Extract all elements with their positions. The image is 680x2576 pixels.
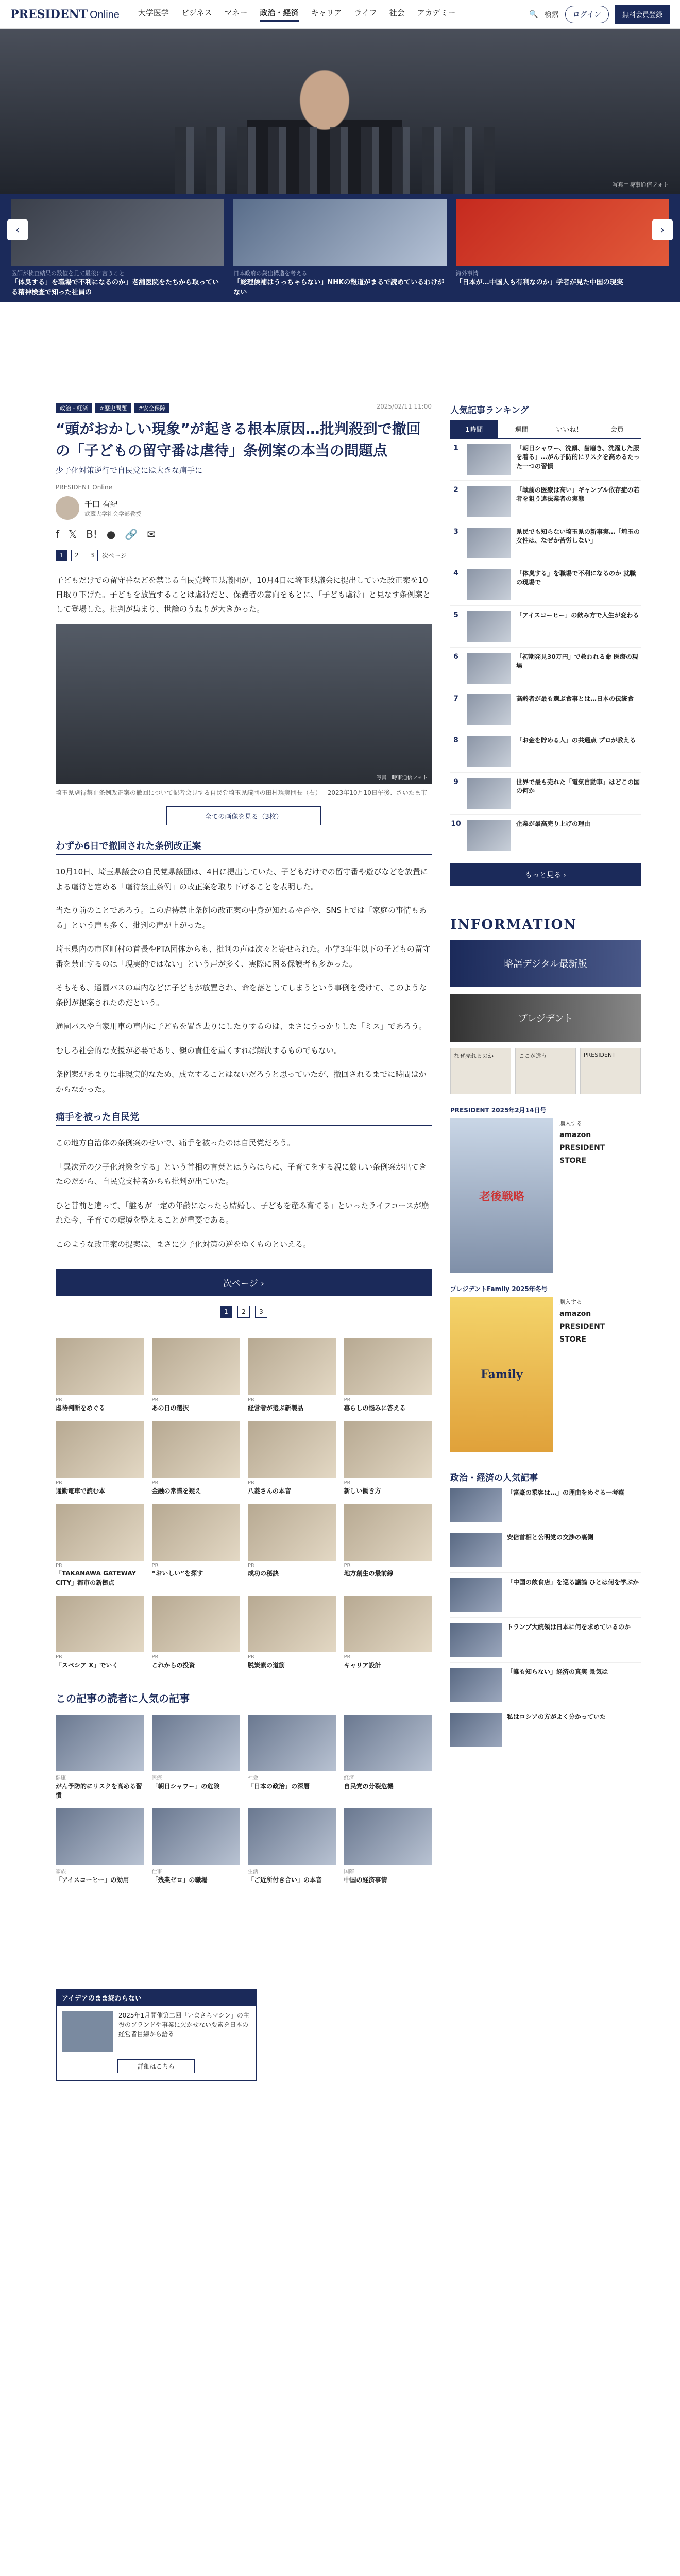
sidebar-related-item[interactable]: [450, 1707, 641, 1752]
rank-title: 「アイスコーヒー」の飲み方で人生が変わる: [516, 612, 639, 619]
rank-number: 10: [451, 820, 461, 828]
sidebar-related-item[interactable]: [450, 1663, 641, 1707]
carousel-title: 「日本が…中国人も有利なのか」学者が見た中国の現実: [455, 279, 623, 286]
promo-title: 「TAKANAWA GATEWAY CITY」都市の新拠点: [56, 1570, 137, 1586]
information-title: INFORMATION: [450, 917, 577, 933]
promo-image: [248, 1338, 336, 1395]
sidebar-related-item[interactable]: [450, 1618, 641, 1663]
hero-caption: 写真＝時事通信フォト: [612, 181, 669, 188]
promo-title: 「スペシア X」でいく: [56, 1662, 118, 1669]
page-number[interactable]: 2: [71, 550, 82, 561]
rank-number: 7: [453, 694, 458, 703]
related-image: [248, 1715, 336, 1771]
promo-title: 金融の常識を疑え: [151, 1487, 201, 1495]
sidebar-related-item[interactable]: [450, 1528, 641, 1573]
article-source: PRESIDENT Online: [56, 484, 112, 491]
sidebar-related-title: 政治・経済の人気記事: [450, 1473, 538, 1483]
ranking-list: [450, 439, 641, 856]
related-card[interactable]: [248, 1808, 336, 1885]
all-photos-button[interactable]: 全ての画像を見る（3枚）: [166, 806, 321, 825]
promo-label: PR: [248, 1480, 254, 1486]
promo-title: 八菱さんの本音: [248, 1487, 292, 1495]
rank-title: 「朝日シャワー、洗顔、歯磨き、洗濯した服を着る」…がん予防的にリスクを高めるたった一つの習慣: [516, 445, 640, 470]
pagination-page[interactable]: 1: [220, 1306, 232, 1318]
carousel-card[interactable]: [456, 199, 669, 297]
sidebar-related-image: [450, 1488, 502, 1522]
purchase-links: [559, 1297, 626, 1452]
info-mini-banners: [450, 1048, 641, 1094]
search-icon[interactable]: 🔍: [529, 10, 538, 19]
related-title: 「残業ゼロ」の職場: [151, 1876, 208, 1884]
related-heading: この記事の読者に人気の記事: [56, 1692, 190, 1705]
carousel-next-button[interactable]: ›: [652, 219, 673, 240]
rank-thumbnail: [467, 528, 511, 558]
article-paragraph: そもそも、通園バスの車内などに子どもが放置され、命を落としてしまうという事例を受けて、このような条例が提案されたのだという。: [56, 983, 427, 1007]
ranking-item[interactable]: [450, 689, 641, 731]
next-page-label[interactable]: 次ページ: [102, 552, 127, 560]
sidebar-related-image: [450, 1668, 502, 1702]
sidebar-related-image: [450, 1713, 502, 1747]
promo-card[interactable]: [152, 1504, 240, 1587]
promo-title: “おいしい”を探す: [151, 1570, 203, 1578]
sidebar: [450, 403, 641, 1885]
promo-label: PR: [248, 1654, 254, 1660]
carousel-card[interactable]: [11, 199, 224, 297]
promo-card[interactable]: [248, 1338, 336, 1413]
login-button[interactable]: ログイン: [565, 6, 609, 23]
ranking-item[interactable]: [450, 731, 641, 773]
ranking-item[interactable]: [450, 439, 641, 481]
rank-thumbnail: [467, 569, 511, 600]
sidebar-related-item[interactable]: [450, 1573, 641, 1618]
promo-label: PR: [151, 1397, 159, 1403]
promo-card[interactable]: [56, 1421, 144, 1496]
rank-number: 6: [453, 653, 458, 661]
promo-label: PR: [151, 1563, 159, 1569]
related-card[interactable]: [344, 1808, 432, 1885]
rank-thumbnail: [467, 694, 511, 725]
carousel-category: 医師が検査結果の数値を見て最後に言うこと: [11, 270, 125, 277]
related-image: [344, 1715, 432, 1771]
ranking-item[interactable]: [450, 564, 641, 606]
magazine-block: [450, 1284, 641, 1452]
section-heading: わずか6日で撤回された条例改正案: [56, 839, 432, 855]
sidebar-related-text: 安倍首相と公明党の交渉の裏側: [507, 1534, 594, 1541]
rank-title: 「体臭する」を職場で不利になるのか 就職の現場で: [516, 570, 636, 586]
article-tags: [56, 403, 432, 413]
ranking-item[interactable]: [450, 606, 641, 648]
promo-image: [248, 1596, 336, 1652]
promo-label: PR: [56, 1397, 62, 1403]
promo-card[interactable]: [56, 1504, 144, 1587]
magazine-block: [450, 1106, 641, 1273]
article-subtitle: 少子化対策逆行で自民党には大きな痛手に: [56, 466, 203, 475]
article-paragraph: 10月10日、埼玉県議会の自民党県議団は、4日に提出していた、子どもだけでの留守番や遊びなどを放置による虐待と定める「虐待禁止条例」の改正案を取り下げることを表明した。: [56, 867, 428, 891]
ranking-tab[interactable]: 1時間: [450, 420, 498, 438]
mail-icon[interactable]: ✉: [147, 528, 156, 540]
photo-description: 埼玉県虐待禁止条例改正案の撤回について記者会見する自民党埼玉県議団の田村琢実団長（右）＝2023年10月10日午後、さいたま市: [56, 789, 427, 797]
sidebar-related: [450, 1470, 641, 1752]
promo-card[interactable]: [248, 1421, 336, 1496]
store-link[interactable]: PRESIDENT STORE: [559, 1322, 605, 1344]
promo-title: 通勤電車で読む本: [56, 1487, 106, 1495]
promo-label: PR: [151, 1480, 159, 1486]
promo-image: [344, 1338, 432, 1395]
ranking-title: 人気記事ランキング: [450, 405, 529, 416]
nav-item[interactable]: キャリア: [311, 8, 342, 18]
related-title: 「ご近所付き合い」の本音: [248, 1876, 322, 1884]
promo-image: [344, 1504, 432, 1561]
promo-title: あの日の選択: [151, 1404, 189, 1412]
related-card[interactable]: [152, 1808, 240, 1885]
promo-card[interactable]: [344, 1596, 432, 1670]
promo-card[interactable]: [344, 1504, 432, 1587]
register-button[interactable]: 無料会員登録: [615, 5, 670, 24]
site-logo[interactable]: PRESIDENT Online: [10, 7, 120, 21]
promo-label: PR: [56, 1654, 62, 1660]
line-icon[interactable]: ●: [106, 528, 116, 540]
sidebar-related-text: 私はロシアの方がよく分かっていた: [507, 1713, 606, 1720]
carousel-title: 「体臭する」を職場で不利になるのか」老舗医院をたちから取っている精神検査で知った社員の: [11, 279, 219, 296]
related-card[interactable]: [344, 1715, 432, 1800]
sidebar-related-text: トランプ大統領は日本に何を求めているのか: [507, 1623, 631, 1631]
author-block[interactable]: [56, 496, 432, 520]
article-lead: 子どもだけでの留守番などを禁じる自民党埼玉県議団が、10月4日に埼玉県議会に提出していた改正案を10日取り下げた。子どもを放置することは虐待だと、保護者の意向をもとに、「子ども虐待」と見なす条例案として登場した。批判が集まり、世論のうねりが大きかった。: [56, 575, 431, 614]
promo-image: [152, 1421, 240, 1478]
promo-image: [152, 1504, 240, 1561]
rank-title: 「お金を貯める人」の共通点 プロが教える: [516, 737, 636, 744]
promo-card[interactable]: [56, 1338, 144, 1413]
hero-image[interactable]: [0, 29, 680, 194]
link-icon[interactable]: 🔗: [125, 528, 138, 540]
sidebar-related-text: 「誰も知らない」経済の真実 景気は: [507, 1668, 608, 1675]
amazon-link[interactable]: amazon: [559, 1130, 591, 1139]
mini-banner[interactable]: ここが違う: [515, 1048, 576, 1094]
promo-title: 地方創生の最前線: [344, 1570, 394, 1578]
promo-title: 脱炭素の道筋: [248, 1662, 285, 1669]
related-card[interactable]: [248, 1715, 336, 1800]
promo-title: 暮らしの悩みに答える: [344, 1404, 406, 1412]
promo-label: PR: [344, 1654, 351, 1660]
carousel-image: [233, 199, 446, 266]
magazine-cover[interactable]: 老後戦略: [450, 1118, 553, 1273]
promo-title: 新しい働き方: [344, 1487, 381, 1495]
popup-button[interactable]: 詳細はこちら: [117, 2059, 195, 2073]
rank-number: 2: [453, 486, 458, 494]
related-category: 仕事: [151, 1869, 162, 1875]
rank-number: 3: [453, 528, 458, 536]
related-image: [152, 1808, 240, 1865]
mini-banner[interactable]: なぜ売れるのか: [450, 1048, 511, 1094]
tag[interactable]: #安全保障: [134, 403, 169, 413]
mini-banner[interactable]: PRESIDENT: [580, 1048, 641, 1094]
promo-label: PR: [56, 1563, 62, 1569]
x-icon[interactable]: 𝕏: [69, 528, 77, 540]
author-avatar: [56, 496, 79, 520]
carousel-category: 日本政府の歳出構造を考える: [233, 270, 308, 277]
related-title: 「日本の政治」の深層: [248, 1783, 310, 1790]
promo-image: [56, 1596, 144, 1652]
rank-title: 世界で最も売れた「電気自動車」はどこの国の何か: [516, 778, 640, 795]
promo-label: PR: [56, 1480, 62, 1486]
promo-title: 経営者が選ぶ新製品: [248, 1404, 304, 1412]
rank-thumbnail: [467, 736, 511, 767]
rank-title: 「初期発見30万円」で救われる命 医療の現場: [516, 653, 638, 670]
promo-image: [152, 1338, 240, 1395]
rank-number: 5: [453, 611, 458, 619]
nav-item[interactable]: ライフ: [354, 8, 377, 18]
article-date: 2025/02/11 11:00: [376, 403, 432, 410]
sidebar-related-image: [450, 1623, 502, 1657]
rank-thumbnail: [467, 778, 511, 809]
ranking-tabs: [450, 420, 641, 439]
article-paragraph: 「異次元の少子化対策をする」という首相の言葉とはうらはらに、子育てをする親に厳しい条例案が出てきたのだから、自民党支持者からも批判が出ていた。: [56, 1162, 427, 1187]
magazine-label: プレジデントFamily 2025年冬号: [450, 1285, 548, 1293]
article-paragraph: 当たり前のことであろう。この虐待禁止条例の改正案の中身が知れるや否や、SNS上では「家庭の事情もある」という声も多く、批判の声が上がった。: [56, 906, 427, 930]
promo-label: PR: [344, 1397, 351, 1403]
main-nav: [138, 7, 456, 22]
nav-item[interactable]: 社会: [389, 8, 405, 18]
promo-image: [248, 1421, 336, 1478]
rank-number: 4: [453, 569, 458, 578]
carousel: [0, 194, 680, 302]
ranking-widget: [450, 403, 641, 886]
ranking-tab[interactable]: 会員: [610, 426, 624, 434]
page-number[interactable]: 1: [56, 550, 67, 561]
carousel-title: 「総理候補はうっちゃらない」NHKの報道がまるで読めているわけがない: [233, 279, 445, 296]
pagination-page[interactable]: 3: [255, 1306, 267, 1318]
rank-number: 9: [453, 778, 458, 786]
share-bar: [56, 528, 432, 540]
nav-item[interactable]: アカデミー: [417, 8, 456, 18]
promo-title: これからの投資: [151, 1662, 195, 1669]
popup-title: アイデアのまま終わらない: [57, 1990, 256, 2006]
ranking-tab[interactable]: いいね！: [556, 426, 583, 434]
related-card[interactable]: [152, 1715, 240, 1800]
tag[interactable]: 政治・経済: [56, 403, 92, 413]
search-label[interactable]: 検索: [544, 10, 559, 19]
related-title: 自民党の分裂危機: [344, 1783, 394, 1790]
sidebar-related-text: 「中国の飲食店」を巡る議論 ひとは何を学ぶか: [507, 1579, 639, 1586]
promo-image: [56, 1504, 144, 1561]
carousel-image: [11, 199, 224, 266]
article-paragraph: このような改正案の提案は、まさに少子化対策の逆をゆくものといえる。: [56, 1239, 311, 1249]
rank-thumbnail: [467, 653, 511, 684]
popup-image: [62, 2011, 113, 2052]
promo-image: [56, 1421, 144, 1478]
carousel-card[interactable]: [233, 199, 446, 297]
promo-card[interactable]: [152, 1338, 240, 1413]
rank-title: 企業が最高売り上げの理由: [516, 820, 591, 827]
page-number[interactable]: 3: [87, 550, 98, 561]
related-title: がん予防的にリスクを高める習慣: [56, 1783, 142, 1799]
article-paragraph: この地方自治体の条例案のせいで、痛手を被ったのは自民党だろう。: [56, 1138, 295, 1148]
purchase-links: [559, 1118, 626, 1273]
section-heading: 痛手を被った自民党: [56, 1110, 432, 1126]
pagination-page[interactable]: 2: [237, 1306, 250, 1318]
related-title: 中国の経済事情: [344, 1876, 387, 1884]
related-category: 健康: [56, 1775, 66, 1782]
nav-item-active[interactable]: 政治・経済: [260, 7, 299, 22]
promo-image: [56, 1338, 144, 1395]
sidebar-related-text: 「富豪の乗客は…」の理由をめぐる一考察: [507, 1489, 625, 1496]
page-indicator: [56, 550, 432, 561]
more-ranking-button[interactable]: もっと見る ›: [450, 863, 641, 886]
promo-image: [152, 1596, 240, 1652]
ranking-item[interactable]: [450, 815, 641, 856]
promo-card[interactable]: [152, 1596, 240, 1670]
promo-card[interactable]: [344, 1338, 432, 1413]
promo-title: 成功の秘訣: [248, 1570, 279, 1578]
author-role: 武蔵大学社会学部教授: [84, 510, 141, 517]
article-paragraph: ひと昔前と違って、「誰もが一定の年齢になったら結婚し、子どもを産み育てる」といったライフコースが崩れた今、子育ての環境を整えることが重要である。: [56, 1200, 429, 1225]
carousel-image: [456, 199, 669, 266]
magazine-label: PRESIDENT 2025年2月14日号: [450, 1107, 547, 1114]
related-image: [56, 1808, 144, 1865]
promo-card[interactable]: [56, 1596, 144, 1670]
promo-image: [344, 1596, 432, 1652]
magazine-cover[interactable]: Family: [450, 1297, 553, 1452]
photo-credit: 写真＝時事通信フォト: [376, 775, 428, 782]
information-section: [450, 917, 641, 1094]
rank-number: 8: [453, 736, 458, 744]
article-paragraph: 埼玉県内の市区町村の首長やPTA団体からも、批判の声は次々と寄せられた。小学3年生以下の子どもの留守番を禁止するのは「現実的ではない」という声が多く、実際に困る保護者も多かった。: [56, 944, 430, 969]
related-category: 社会: [248, 1775, 258, 1782]
promo-card[interactable]: [248, 1504, 336, 1587]
info-banner[interactable]: プレジデント: [450, 994, 641, 1042]
nav-item[interactable]: 大学医学: [138, 8, 169, 18]
ranking-item[interactable]: [450, 522, 641, 564]
ranking-tab[interactable]: 週間: [515, 426, 529, 434]
promo-label: PR: [344, 1480, 351, 1486]
rank-thumbnail: [467, 820, 511, 851]
related-image: [56, 1715, 144, 1771]
related-category: 経済: [344, 1775, 354, 1782]
related-image: [152, 1715, 240, 1771]
promo-grid: [56, 1338, 432, 1670]
carousel-prev-button[interactable]: ‹: [7, 219, 28, 240]
article-photo[interactable]: [56, 624, 432, 784]
related-title: 「アイスコーヒー」の効用: [56, 1876, 129, 1884]
ranking-item[interactable]: [450, 648, 641, 689]
rank-title: 県民でも知らない埼玉県の新事実…「埼玉の女性は、なぜか苦労しない」: [516, 528, 640, 545]
buy-label: 購入する: [559, 1120, 582, 1127]
related-image: [344, 1808, 432, 1865]
promo-card[interactable]: [344, 1421, 432, 1496]
sidebar-related-image: [450, 1578, 502, 1612]
info-banner[interactable]: 略語デジタル最新版: [450, 940, 641, 987]
promo-label: PR: [151, 1654, 159, 1660]
tag[interactable]: #歴史問題: [95, 403, 131, 413]
top-navigation: [0, 0, 680, 29]
promo-image: [248, 1504, 336, 1561]
promo-card[interactable]: [152, 1421, 240, 1496]
rank-thumbnail: [467, 486, 511, 517]
promo-label: PR: [344, 1563, 351, 1569]
ranking-item[interactable]: [450, 773, 641, 815]
article-paragraph: 条例案があまりに非現実的なため、成立することはないだろうと思っていたが、撤回されるまでに時間はかからなかった。: [56, 1070, 427, 1094]
promo-label: PR: [248, 1563, 254, 1569]
rank-title: 高齢者が最も選ぶ食事とは…日本の伝統食: [516, 695, 634, 702]
article-title: “頭がおかしい現象”が起きる根本原因…批判殺到で撤回の「子どもの留守番は虐待」条例案の本当の問題点: [56, 420, 421, 459]
promo-image: [344, 1421, 432, 1478]
next-page-button[interactable]: 次ページ ›: [56, 1269, 432, 1296]
ranking-item[interactable]: [450, 481, 641, 522]
article-paragraph: むしろ社会的な支援が必要であり、親の責任を重くすれば解決するものでもない。: [56, 1045, 342, 1055]
promo-title: 虐待判断をめぐる: [56, 1404, 106, 1412]
popup-text: 2025年1月開催第二回「いまさらマシン」の主役のブランドや事業に欠かせない要素を日本の経営者目線から語る: [118, 2012, 249, 2038]
article-paragraph: 通園バスや自家用車の車内に子どもを置き去りにしたりするのは、まさにうっかりした「ミス」であろう。: [56, 1022, 427, 1031]
popup-ad[interactable]: [56, 1989, 257, 2081]
sidebar-related-image: [450, 1533, 502, 1567]
article-main: [56, 403, 432, 1885]
nav-item[interactable]: マネー: [224, 8, 248, 18]
related-card[interactable]: [56, 1808, 144, 1885]
related-category: 家族: [56, 1869, 66, 1875]
author-name: 千田 有紀: [84, 499, 118, 509]
related-grid: [56, 1715, 432, 1885]
hatena-icon[interactable]: B!: [86, 528, 97, 540]
hero-microphones: [175, 127, 495, 194]
facebook-icon[interactable]: f: [56, 528, 60, 540]
related-category: 国際: [344, 1869, 354, 1875]
nav-item[interactable]: ビジネス: [181, 8, 212, 18]
related-card[interactable]: [56, 1715, 144, 1800]
pagination: [56, 1306, 432, 1318]
amazon-link[interactable]: amazon: [559, 1309, 591, 1318]
rank-title: 「戦前の医療は高い」ギャンブル依存症の若者を狙う違法業者の実態: [516, 486, 640, 503]
rank-thumbnail: [467, 611, 511, 642]
related-category: 医療: [151, 1775, 162, 1782]
related-category: 生活: [248, 1869, 258, 1875]
sidebar-related-list: [450, 1483, 641, 1752]
store-link[interactable]: PRESIDENT STORE: [559, 1143, 605, 1165]
promo-title: キャリア設計: [344, 1662, 381, 1669]
rank-thumbnail: [467, 444, 511, 475]
related-image: [248, 1808, 336, 1865]
sidebar-related-item[interactable]: [450, 1483, 641, 1528]
promo-label: PR: [248, 1397, 254, 1403]
carousel-category: 海外事情: [455, 270, 479, 277]
rank-number: 1: [453, 444, 458, 452]
promo-card[interactable]: [248, 1596, 336, 1670]
buy-label: 購入する: [559, 1299, 582, 1306]
related-title: 「朝日シャワー」の危険: [151, 1783, 220, 1790]
